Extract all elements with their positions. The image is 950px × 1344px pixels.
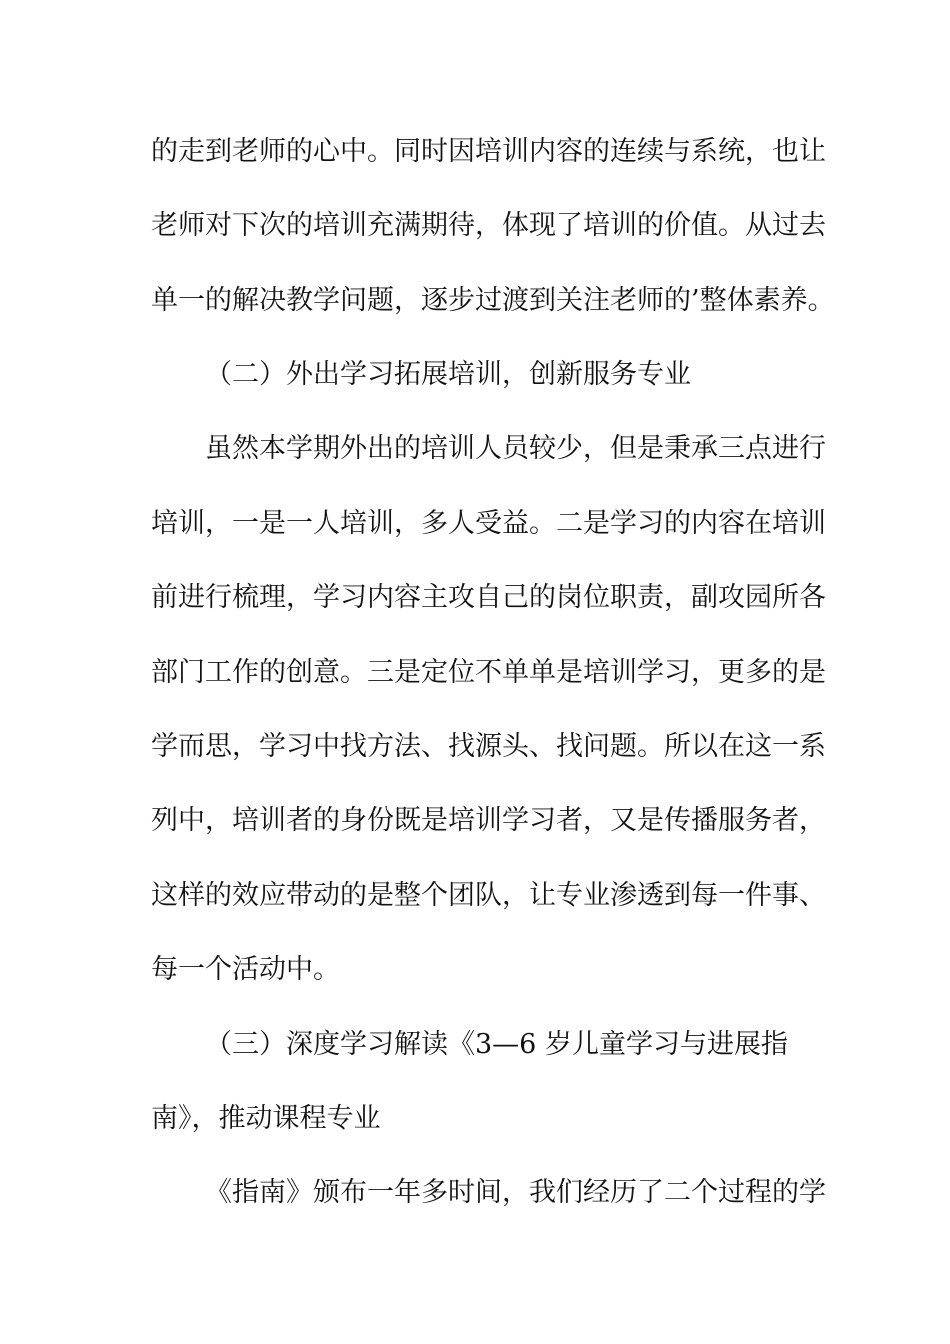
paragraph-line: 每一个活动中。 (151, 954, 340, 985)
paragraph-line: 学而思，学习中找方法、找源头、找问题。所以在这一系 (151, 731, 826, 762)
paragraph-line: 的走到老师的心中。同时因培训内容的连续与系统，也让 (151, 136, 826, 167)
paragraph-line: 前进行梳理，学习内容主攻自己的岗位职责，副攻园所各 (151, 582, 826, 613)
paragraph-line: 单一的解决教学问题，逐步过渡到关注老师的’整体素养。 (151, 285, 835, 316)
paragraph-line: 培训，一是一人培训，多人受益。二是学习的内容在培训 (151, 508, 826, 539)
paragraph-line: 这样的效应带动的是整个团队，让专业渗透到每一件事、 (151, 880, 826, 911)
paragraph-line: 部门工作的创意。三是定位不单单是培训学习，更多的是 (151, 657, 826, 688)
section-heading-3: （三）深度学习解读《3—6 岁儿童学习与进展指 (205, 1029, 788, 1060)
paragraph-line: 《指南》颁布一年多时间，我们经历了二个过程的学 (205, 1177, 826, 1208)
section-heading-3-continued: 南》，推动课程专业 (151, 1103, 381, 1134)
paragraph-line: 虽然本学期外出的培训人员较少，但是秉承三点进行 (205, 433, 826, 464)
section-heading-2: （二）外出学习拓展培训，创新服务专业 (205, 359, 691, 390)
paragraph-line: 列中，培训者的身份既是培训学习者，又是传播服务者， (151, 805, 826, 836)
paragraph-line: 老师对下次的培训充满期待，体现了培训的价值。从过去 (151, 210, 826, 241)
